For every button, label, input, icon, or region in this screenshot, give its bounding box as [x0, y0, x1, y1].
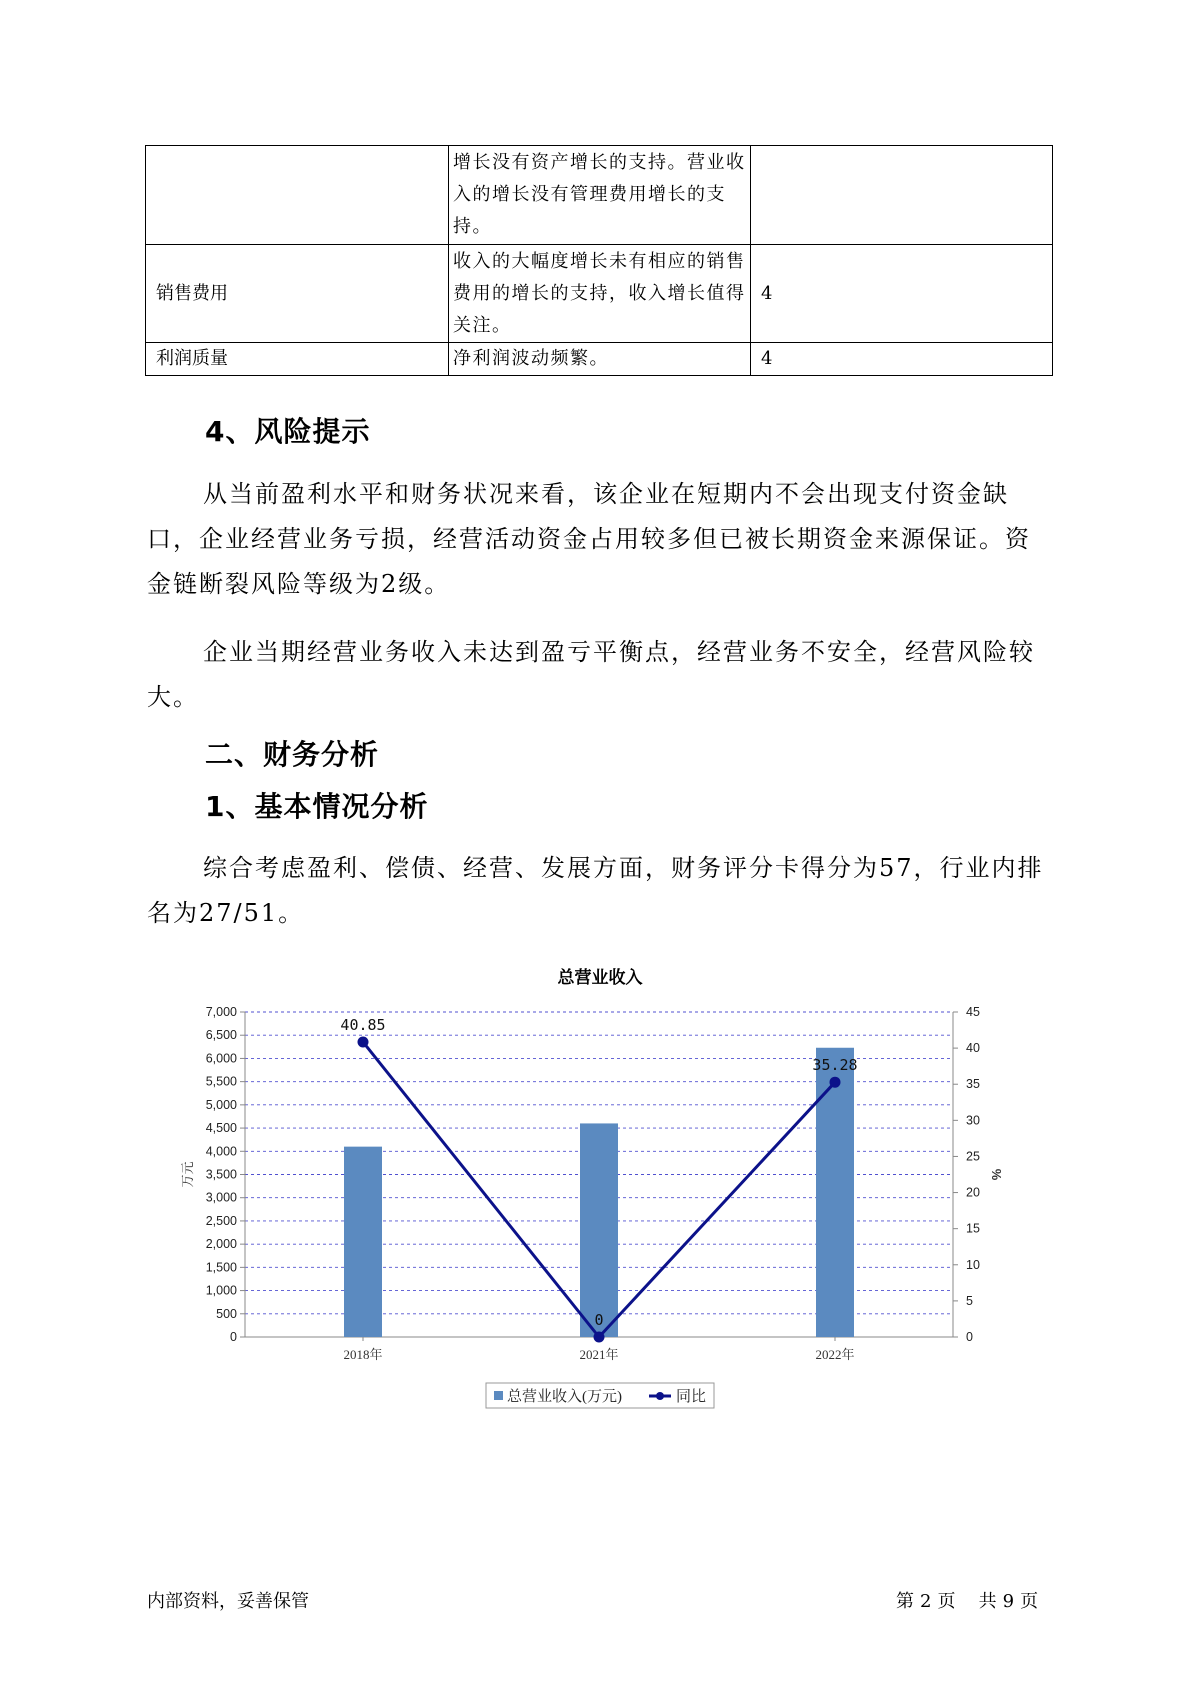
risk-paragraph-2: 企业当期经营业务收入未达到盈亏平衡点，经营业务不安全，经营风险较大。: [147, 638, 1035, 711]
y2-tick-label: 20: [966, 1185, 980, 1200]
y-tick-label: 5,500: [205, 1074, 237, 1089]
y2-tick-label: 45: [966, 1005, 980, 1019]
chart-title: 总营业收入: [557, 968, 643, 988]
basic-analysis-heading: 1、基本情况分析: [205, 790, 429, 823]
data-label: 0: [594, 1311, 604, 1329]
x-tick-label: 2018年: [343, 1347, 383, 1362]
y-tick-label: 4,500: [205, 1121, 237, 1136]
y-tick-label: 5,000: [205, 1097, 237, 1112]
y-tick-label: 6,500: [205, 1028, 237, 1043]
y2-tick-label: 15: [966, 1221, 980, 1236]
y-tick-label: 7,000: [205, 1005, 237, 1019]
y-tick-label: 2,000: [205, 1237, 237, 1252]
y2-tick-label: 0: [966, 1330, 973, 1344]
data-label: 40.85: [340, 1015, 386, 1034]
table-cell-desc: 收入的大幅度增长未有相应的销售费用的增长的支持，收入增长值得关注。: [449, 245, 751, 343]
table-cell-item: 利润质量: [146, 343, 449, 376]
y-tick-label: 4,000: [205, 1144, 237, 1159]
y-axis-title: 万元: [180, 1161, 195, 1188]
y-tick-label: 1,500: [205, 1260, 237, 1275]
legend-bar-label: 总营业收入(万元): [507, 1389, 622, 1405]
legend-bar-swatch: [494, 1391, 503, 1400]
x-tick-label: 2022年: [815, 1347, 855, 1362]
data-label: 35.28: [812, 1056, 858, 1075]
legend-line-marker: [656, 1392, 664, 1400]
table-cell-desc: 净利润波动频繁。: [449, 343, 751, 376]
y-tick-label: 500: [216, 1306, 237, 1321]
risk-paragraph-1: 从当前盈利水平和财务状况来看，该企业在短期内不会出现支付资金缺口，企业经营业务亏损，经营活动资金占用较多但已被长期资金来源保证。资金链断裂风险等级为2级。: [147, 480, 1031, 598]
yoy-point: [830, 1077, 841, 1088]
table-cell-desc: 增长没有资产增长的支持。营业收入的增长没有管理费用增长的支持。: [449, 146, 751, 245]
score-paragraph: 综合考虑盈利、偿债、经营、发展方面，财务评分卡得分为57，行业内排名为27/51。: [147, 854, 1044, 927]
page-number: 第 2 页 共 9 页: [896, 1591, 1039, 1612]
y-tick-label: 1,000: [205, 1283, 237, 1298]
bar: [344, 1147, 382, 1337]
finance-heading: 二、财务分析: [205, 738, 380, 771]
bar: [580, 1123, 618, 1337]
y2-tick-label: 5: [966, 1293, 973, 1308]
y2-tick-label: 10: [966, 1257, 980, 1272]
table-cell-score: 4: [751, 245, 1053, 343]
bar: [816, 1048, 854, 1337]
y-tick-label: 3,500: [205, 1167, 237, 1182]
legend-line-label: 同比: [676, 1389, 707, 1405]
y-tick-label: 6,000: [205, 1051, 237, 1066]
y-tick-label: 2,500: [205, 1213, 237, 1228]
y2-tick-label: 35: [966, 1077, 980, 1092]
table-cell-item: 销售费用: [146, 245, 449, 343]
table-cell-score: 4: [751, 343, 1053, 376]
y2-tick-label: 40: [966, 1041, 980, 1056]
y-tick-label: 3,000: [205, 1190, 237, 1205]
x-tick-label: 2021年: [579, 1347, 619, 1362]
yoy-point: [358, 1036, 369, 1047]
y2-tick-label: 30: [966, 1113, 980, 1128]
y2-axis-title: %: [989, 1168, 1004, 1181]
yoy-point: [594, 1332, 605, 1343]
footer-note: 内部资料，妥善保管: [147, 1591, 309, 1612]
y2-tick-label: 25: [966, 1149, 980, 1164]
risk-heading: 4、风险提示: [205, 415, 371, 448]
y-tick-label: 0: [230, 1330, 237, 1344]
